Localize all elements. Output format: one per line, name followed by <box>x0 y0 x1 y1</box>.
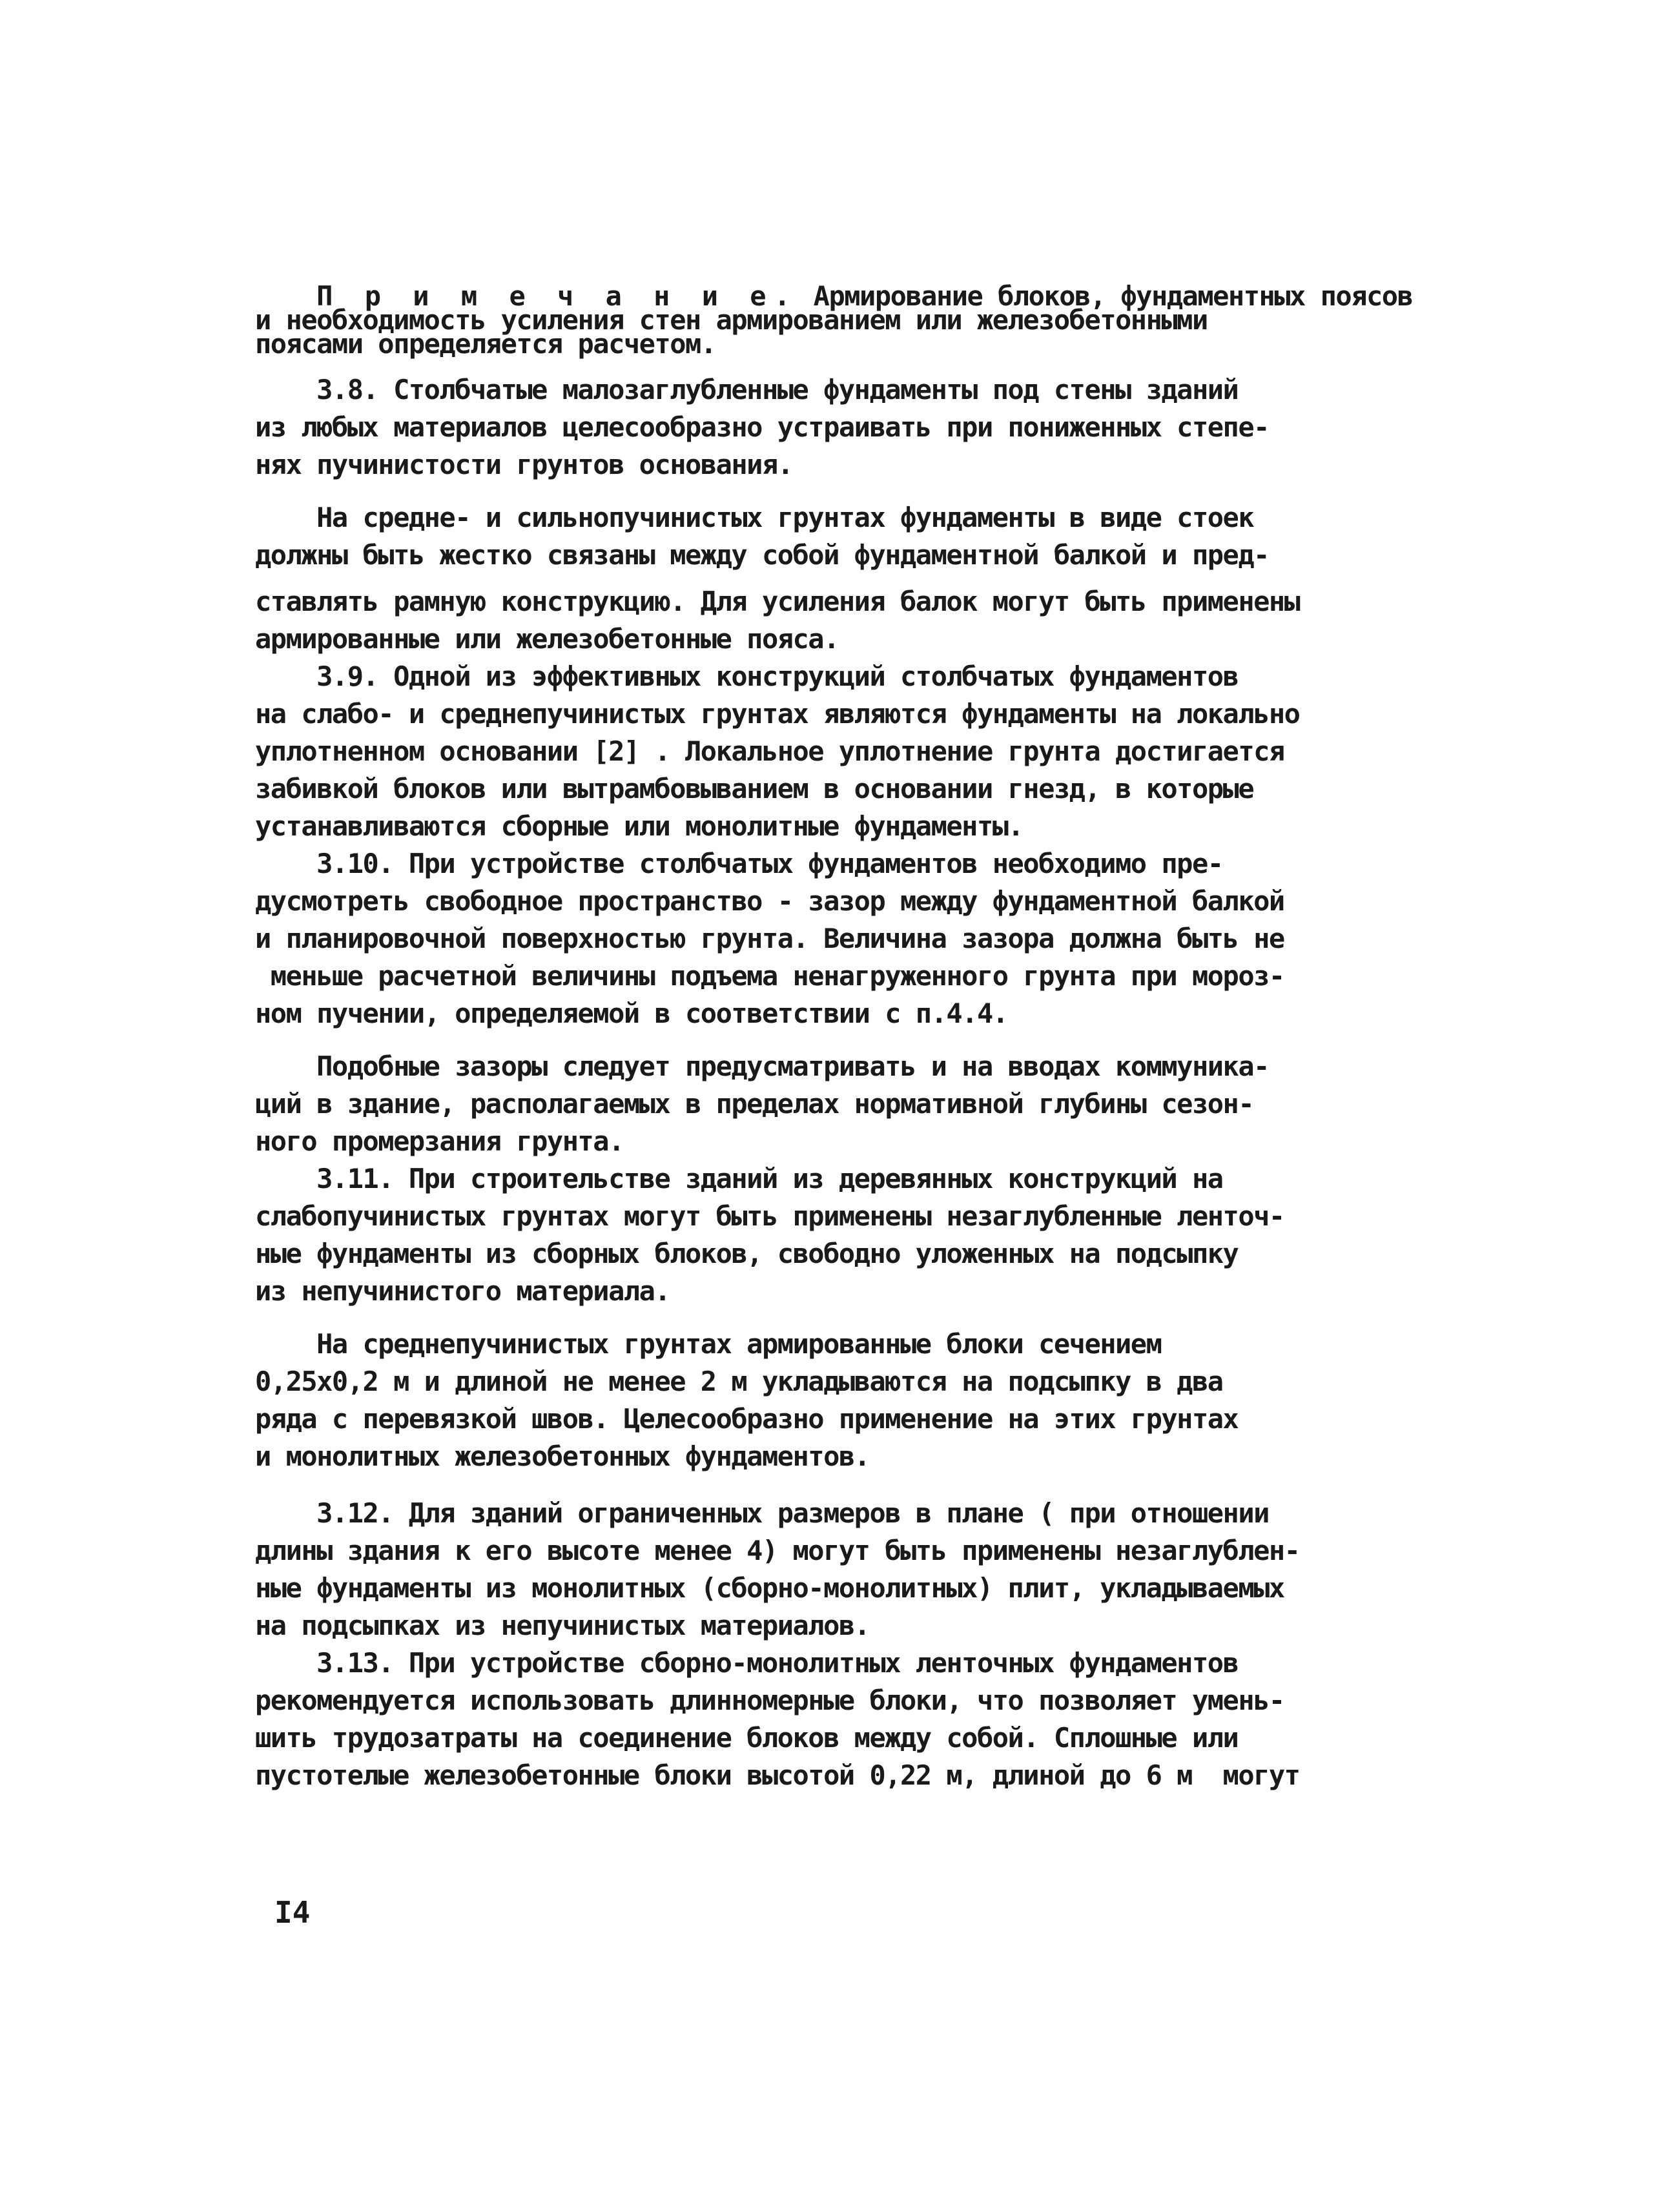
paragraph-3-9 <box>255 658 1437 845</box>
text-line: слабопучинистых грунтах могут быть применены незаглубленные ленточ- <box>255 1200 1284 1232</box>
text-line: устанавливаются сборные или монолитные фундаменты. <box>255 810 1024 842</box>
text-line: 3.9. Одной из эффективных конструкций столбчатых фундаментов <box>255 661 1239 692</box>
text-line: длины здания к его высоте менее 4) могут быть применены незаглублен- <box>255 1535 1300 1566</box>
text-line: забивкой блоков или вытрамбовыванием в основании гнезд, в которые <box>255 773 1254 804</box>
text-line: нях пучинистости грунтов основания. <box>255 449 793 480</box>
text-line: На среднепучинистых грунтах армированные блоки сечением <box>255 1328 1162 1360</box>
text-line: ряда с перевязкой швов. Целесообразно применение на этих грунтах <box>255 1403 1239 1435</box>
text-line: должны быть жестко связаны между собой фундаментной балкой и пред- <box>255 539 1269 571</box>
text-line: уплотненном основании [2] . Локальное уплотнение грунта достигается <box>255 735 1284 767</box>
text-line: 3.10. При устройстве столбчатых фундаментов необходимо пре- <box>255 848 1223 879</box>
text-line: шить трудозатраты на соединение блоков между собой. Сплошные или <box>255 1722 1239 1754</box>
text-line: П р и м е ч а н и е. Армирование блоков, фундаментных поясов <box>316 280 1413 312</box>
text-line: 3.11. При строительстве зданий из деревянных конструкций на <box>255 1163 1223 1194</box>
paragraph-3-11 <box>255 1160 1437 1310</box>
text-line: На средне- и сильнопучинистых грунтах фундаменты в виде стоек <box>255 502 1254 533</box>
text-line: и планировочной поверхностью грунта. Величина зазора должна быть не <box>255 923 1284 954</box>
text-line: ные фундаменты из монолитных (сборно-монолитных) плит, укладываемых <box>255 1572 1284 1604</box>
text-line: 3.12. Для зданий ограниченных размеров в плане ( при отношении <box>255 1497 1269 1529</box>
paragraph-3-11-continued <box>255 1326 1437 1475</box>
text-line: на подсыпках из непучинистых материалов. <box>255 1610 870 1641</box>
text-line: и необходимость усиления стен армированием или железобетонными <box>255 304 1208 336</box>
text-line: ные фундаменты из сборных блоков, свободно уложенных на подсыпку <box>255 1238 1239 1269</box>
text-line: пустотелые железобетонные блоки высотой 0,22 м, длиной до 6 м могут <box>255 1759 1300 1791</box>
note-label: П р и м е ч а н и е. <box>316 280 798 312</box>
text-line: из любых материалов целесообразно устраивать при пониженных степе- <box>255 411 1269 443</box>
paragraph-3-10-continued <box>255 1048 1437 1160</box>
text-line: дусмотреть свободное пространство - зазор между фундаментной балкой <box>255 885 1284 917</box>
text-line: Подобные зазоры следует предусматривать и на вводах коммуника- <box>255 1050 1269 1082</box>
text-line: рекомендуется использовать длинномерные блоки, что позволяет умень- <box>255 1685 1284 1716</box>
text-line: из непучинистого материала. <box>255 1275 670 1307</box>
paragraph-3-8-continued <box>255 499 1437 658</box>
body-text <box>255 280 1437 1794</box>
text-line: 0,25х0,2 м и длиной не менее 2 м укладываются на подсыпку в два <box>255 1366 1223 1397</box>
text-line: и монолитных железобетонных фундаментов. <box>255 1440 870 1472</box>
text-line: ном пучении, определяемой в соответствии с п.4.4. <box>255 998 1008 1029</box>
text-line: на слабо- и среднепучинистых грунтах являются фундаменты на локально <box>255 698 1300 730</box>
note-paragraph <box>255 280 1437 360</box>
page-number: I4 <box>274 1895 311 1930</box>
text-line: ставлять рамную конструкцию. Для усиления балок могут быть применены <box>255 586 1300 617</box>
text-line: ций в здание, располагаемых в пределах нормативной глубины сезон- <box>255 1088 1254 1120</box>
paragraph-3-13 <box>255 1644 1437 1794</box>
text-line: армированные или железобетонные пояса. <box>255 623 839 655</box>
paragraph-3-10 <box>255 845 1437 1032</box>
text-line: поясами определяется расчетом. <box>255 328 716 360</box>
text-line: меньше расчетной величины подъема ненагруженного грунта при мороз- <box>255 960 1284 992</box>
text-line: ного промерзания грунта. <box>255 1125 624 1157</box>
text-line: 3.8. Столбчатые малозаглубленные фундаменты под стены зданий <box>255 374 1239 405</box>
paragraph-3-8 <box>255 371 1437 484</box>
text-line: 3.13. При устройстве сборно-монолитных ленточных фундаментов <box>255 1647 1239 1679</box>
paragraph-3-12 <box>255 1495 1437 1644</box>
